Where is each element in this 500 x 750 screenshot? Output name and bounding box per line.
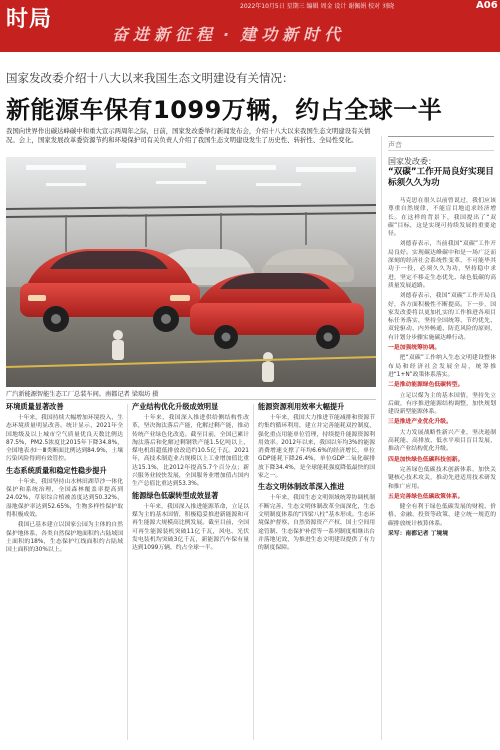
aside-rule — [388, 150, 494, 151]
aside-point-heading: 五是完善绿色低碳政策体系。 — [388, 493, 464, 500]
paragraph: 十年来，我国深入推进供给侧结构性改革，坚决淘汰落后产能，化解过剩产能，推动传统产业绿色化改造。截至目前，全国已累计淘汰落后和化解过剩钢铁产能1.5亿吨以上，煤电机组超低排放改造约10.5亿千瓦。2021年，高技术制造业占规模以上工业增加值比重达15.1%，比2012年提高5.7个百分点；新兴服务业较快发展，全国服务业增加值占国内生产总值比重达到53.3%。 — [132, 415, 249, 488]
paragraph: 我国已基本建立以国家公园为主体的自然保护地体系，各类自然保护地面积约占陆域国土面积的18%，生态保护红线面积约占陆域国土面积的30%以上。 — [6, 522, 123, 554]
page-number: A06 — [476, 0, 498, 11]
factory-photo — [6, 157, 376, 387]
masthead-info: 2022年10月5日 星期三 编辑 周金 设计 谢佩娟 校对 刘晓 — [240, 3, 395, 10]
section-heading: 生态系统质量和稳定性稳步提升 — [6, 465, 107, 475]
aside-point-heading: 三是推进产业优化升级。 — [388, 419, 452, 426]
photo-caption: 广汽新能源智能生态工厂总装车间。南都记者 梁瑞坊 摄 — [6, 391, 159, 398]
article-kicker: 国家发改委介绍十八大以来我国生态文明建设有关情况： — [6, 71, 294, 85]
aside-body — [388, 197, 496, 540]
column-divider — [253, 404, 254, 740]
paragraph: 十年来，我国持续大幅增加环境投入，生态环境质量明显改善。统计显示，2021年全国地级及以上城市空气质量优良天数比例达87.5%，PM2.5浓度比2015年下降34.8%，全国地表水Ⅰ－Ⅲ类断面比例达到84.9%，土壤污染风险得到有效管控。 — [6, 415, 123, 463]
section-heading: 能源资源利用效率大幅提升 — [258, 402, 345, 411]
article-column-3 — [258, 402, 375, 554]
section-heading: 生态文明体制改革深入推进 — [258, 482, 345, 492]
aside-label: 声音 — [388, 141, 402, 149]
aside-point-text: 立足以煤为主的基本国情，坚持先立后破，有序推进能源结构调整，加快规划建设新型能源体系。 — [388, 392, 496, 416]
aside-paragraph: 马克思在很久以前曾说过，我们应该尊重自然规律，不能盲目地追求经济增长。在这样的背景下，我国提出了“双碳”目标，这是实现可持续发展的重要途径。 — [388, 198, 496, 238]
aside-point-heading: 一是加强统筹协调。 — [388, 345, 441, 352]
aside-paragraph: 刘德春表示，当前我国“双碳”工作开局良好。实现碳达峰碳中和是一场广泛而深刻的经济社会系统性变革，不可能毕其功于一役，必须久久为功，坚持稳中求进，坚定不移走生态优先、绿色低碳的高质量发展道路。 — [388, 241, 496, 289]
slogan-left: 奋进新征程 — [112, 25, 218, 44]
aside-kicker: 国家发改委： — [388, 157, 436, 166]
section-name: 时局 — [6, 7, 53, 32]
column-divider — [381, 136, 382, 740]
aside-point-text: 把“双碳”工作纳入生态文明建设整体布局和经济社会发展全局，统筹推进“1+N”政策体系落实。 — [388, 355, 496, 378]
aside-point-text: 大力发展战略性新兴产业，坚决遏制高耗能、高排放、低水平项目盲目发展，推动产业结构优化升级。 — [388, 429, 496, 453]
slogan-right: 建功新时代 — [240, 25, 346, 44]
aside-paragraph: 刘德春表示，我国“双碳”工作开局良好，各方面积极性不断提高。下一步，国家发改委将以更加扎实的工作推进各项目标任务落实，坚持全国统筹、节约优先、双轮驱动、内外畅通、防范风险的原则，有计划分步骤实施碳达峰行动。 — [388, 293, 496, 341]
paragraph: 十年来，我国大力推进节能减排和资源节约集约循环利用，建立并完善能耗双控制度，强化重点用能单位管理，持续提升能源资源利用效率。2012年以来，我国以年均3%的能源消费增速支撑了年均6.6%的经济增长，单位GDP能耗下降26.4%，单位GDP二氧化碳排放下降34.4%，是全球能耗强度降低最快的国家之一。 — [258, 415, 375, 480]
article-summary: 我国向世界作出碳达峰碳中和重大宣示两周年之际，日前，国家发改委举行新闻发布会，介绍十八大以来我国生态文明建设有关情况。会上，国家发展改革委资源节约和环境保护司有关负责人介绍了我国生态文明建设发生了历史性、转折性、全局性变化。 — [6, 127, 371, 145]
aside-point-heading: 二是推动能源绿色低碳转型。 — [388, 382, 464, 389]
aside-top-rule — [388, 136, 494, 137]
article-column-2 — [132, 402, 249, 554]
section-heading: 能源绿色低碳转型成效显著 — [132, 490, 219, 500]
section-heading: 环境质量显著改善 — [6, 402, 64, 411]
column-divider — [127, 404, 128, 740]
slogan-separator-icon: · — [223, 25, 235, 44]
article-headline: 新能源车保有1099万辆，约占全球一半 — [6, 96, 443, 124]
divider — [6, 399, 376, 400]
paragraph: 十年来，我国深入推进能源革命，立足以煤为主的基本国情，积极稳妥推进新能源和可再生能源大规模高比例发展。截至目前，全国可再生能源装机突破11亿千瓦，风电、光伏发电装机均突破3亿千瓦，新能源汽车保有量达到1099万辆，约占全球一半。 — [132, 503, 249, 552]
car-assembly-line-image — [6, 157, 376, 387]
paragraph: 十年来，我国生态文明领域统筹协调机制不断完善，生态文明体制改革全面深化，生态文明制度体系的“四梁八柱”基本形成。生态环境保护督察、自然资源资产产权、国土空间用途管制、生态保护补偿等一系列制度相继出台并落地见效，为推进生态文明建设提供了有力的制度保障。 — [258, 495, 375, 552]
aside-author: 采写：南都记者 丁境境 — [388, 530, 448, 537]
aside-point-heading: 四是加快绿色低碳科技创新。 — [388, 456, 464, 463]
slogan — [112, 22, 345, 45]
section-heading: 产业结构优化升级成效明显 — [132, 402, 219, 411]
paragraph: 十年来，我国坚持山水林田湖草沙一体化保护和系统治理，全国森林覆盖率提高到24.02%，草原综合植被盖度达到50.32%，湿地保护率达到52.65%，生物多样性保护取得积极成效。 — [6, 478, 123, 518]
aside-point-text: 健全有利于绿色低碳发展的财税、价格、金融、投资等政策，建立统一规范的碳排放统计核算体系。 — [388, 504, 496, 527]
aside-title: “双碳”工作开局良好实现目标须久久为功 — [388, 167, 494, 188]
aside-point-text: 完善绿色低碳技术创新体系，加快关键核心技术攻关，推动先进适用技术研发和推广应用。 — [388, 466, 496, 490]
article-column-1 — [6, 402, 123, 556]
